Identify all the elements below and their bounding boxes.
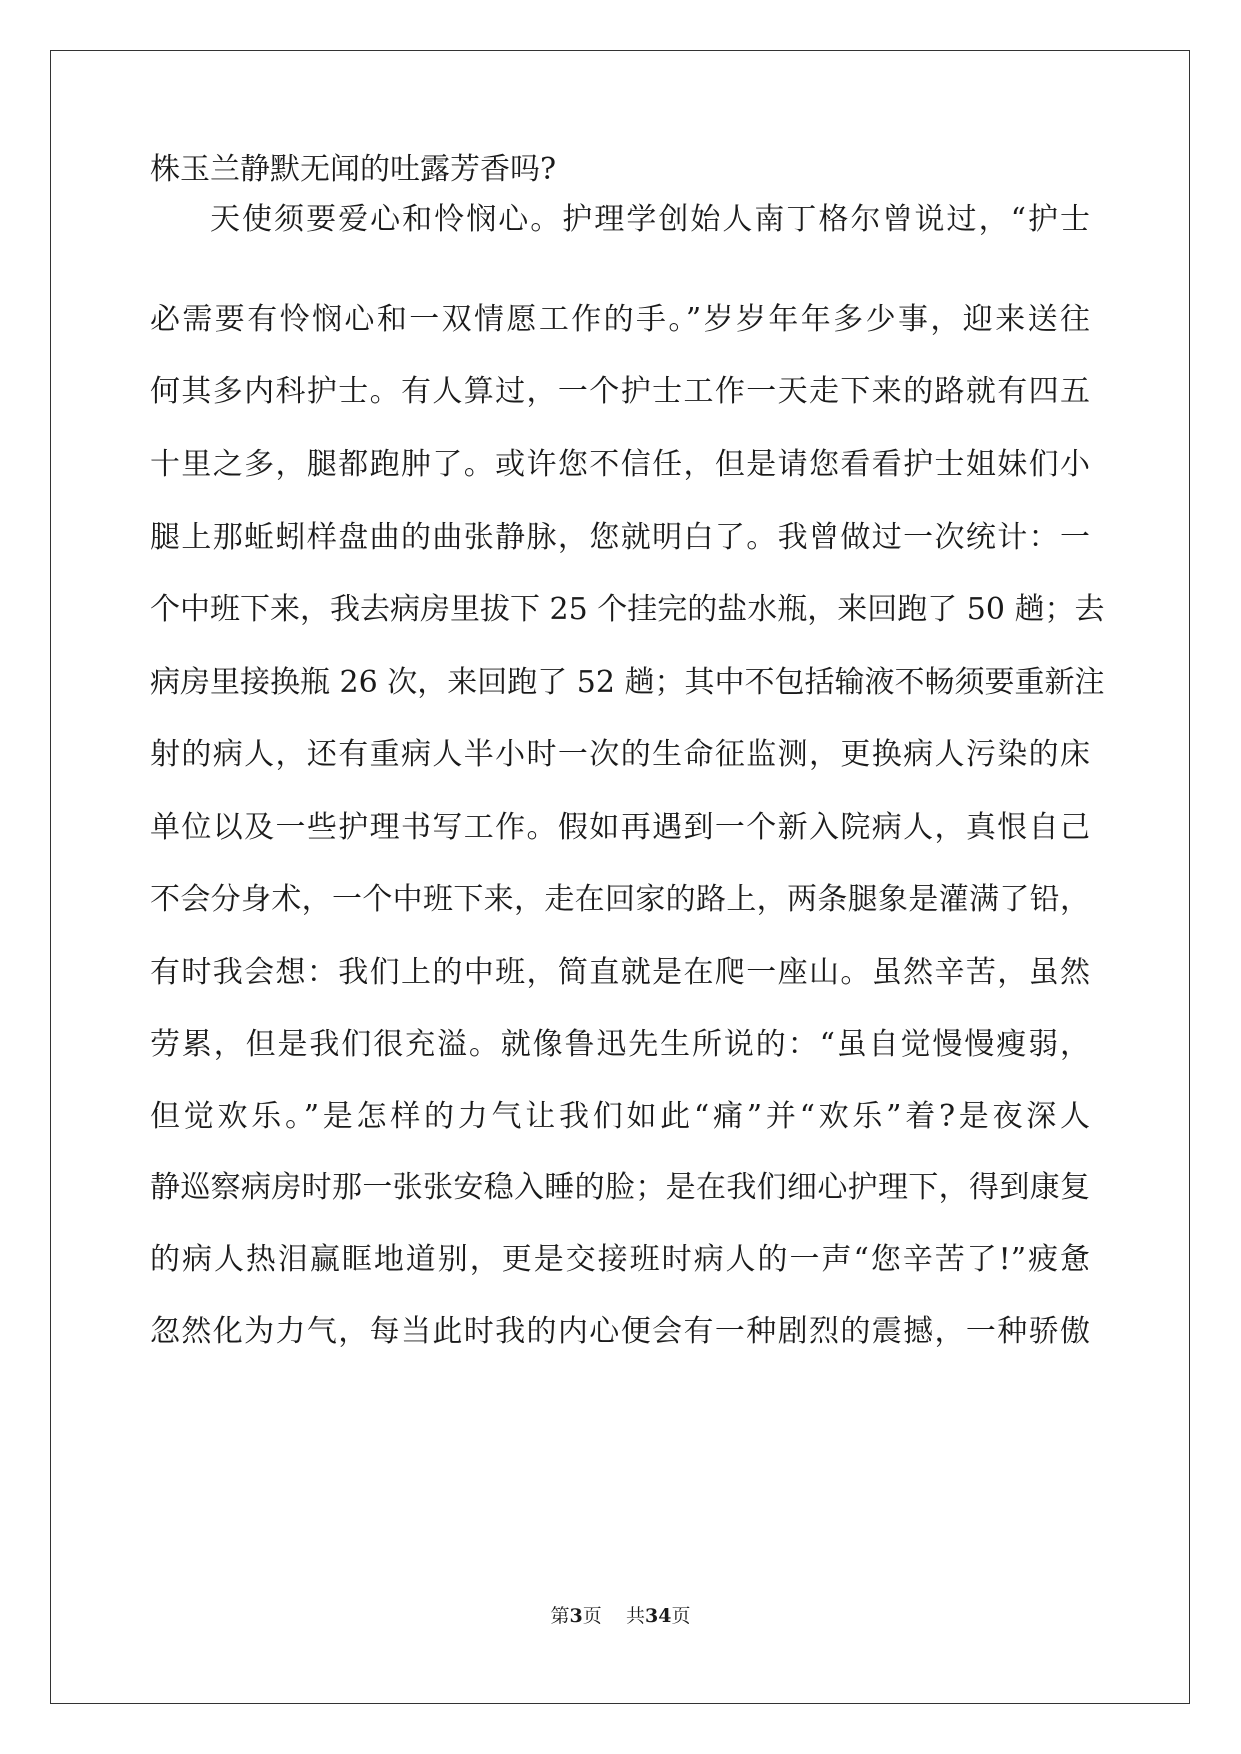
text-line: 株玉兰静默无闻的吐露芳香吗? bbox=[150, 152, 557, 187]
text-line: 的病人热泪赢眶地道别，更是交接班时病人的一声“您辛苦了!”疲惫 bbox=[150, 1242, 1090, 1277]
text-line: 忽然化为力气，每当此时我的内心便会有一种剧烈的震撼，一种骄傲 bbox=[150, 1314, 1090, 1349]
current-page-number: 3 bbox=[569, 1605, 583, 1627]
total-prefix: 共 bbox=[625, 1605, 645, 1627]
total-page-count: 34 bbox=[644, 1605, 672, 1627]
text-line: 单位以及一些护理书写工作。假如再遇到一个新入院病人，真恨自己 bbox=[150, 810, 1090, 845]
text-line: 十里之多，腿都跑肿了。或许您不信任，但是请您看看护士姐妹们小 bbox=[150, 447, 1090, 482]
text-line: 有时我会想：我们上的中班，简直就是在爬一座山。虽然辛苦，虽然 bbox=[150, 955, 1090, 990]
text-line: 何其多内科护士。有人算过，一个护士工作一天走下来的路就有四五 bbox=[150, 374, 1090, 409]
text-line: 但觉欢乐。”是怎样的力气让我们如此“痛”并“欢乐”着?是夜深人 bbox=[150, 1099, 1090, 1134]
text-line: 病房里接换瓶 26 次，来回跑了 52 趟；其中不包括输液不畅须要重新注 bbox=[150, 665, 1105, 700]
total-suffix: 页 bbox=[671, 1605, 691, 1627]
text-line: 腿上那蚯蚓样盘曲的曲张静脉，您就明白了。我曾做过一次统计：一 bbox=[150, 520, 1090, 555]
text-line: 不会分身术，一个中班下来，走在回家的路上，两条腿象是灌满了铅， bbox=[150, 882, 1090, 917]
paragraph-start-line: 天使须要爱心和怜悯心。护理学创始人南丁格尔曾说过，“护士 bbox=[210, 202, 1090, 237]
page-suffix: 页 bbox=[582, 1605, 602, 1627]
text-line: 静巡察病房时那一张张安稳入睡的脸；是在我们细心护理下，得到康复 bbox=[150, 1170, 1090, 1205]
page-prefix: 第 bbox=[550, 1605, 570, 1627]
page-footer bbox=[0, 1604, 1241, 1628]
text-line: 个中班下来，我去病房里拔下 25 个挂完的盐水瓶，来回跑了 50 趟；去 bbox=[150, 592, 1105, 627]
text-line: 必需要有怜悯心和一双情愿工作的手。”岁岁年年多少事，迎来送往 bbox=[150, 302, 1090, 337]
text-line: 劳累，但是我们很充溢。就像鲁迅先生所说的：“虽自觉慢慢瘦弱， bbox=[150, 1027, 1090, 1062]
text-line: 射的病人，还有重病人半小时一次的生命征监测，更换病人污染的床 bbox=[150, 737, 1090, 772]
page-border bbox=[50, 50, 1190, 1704]
